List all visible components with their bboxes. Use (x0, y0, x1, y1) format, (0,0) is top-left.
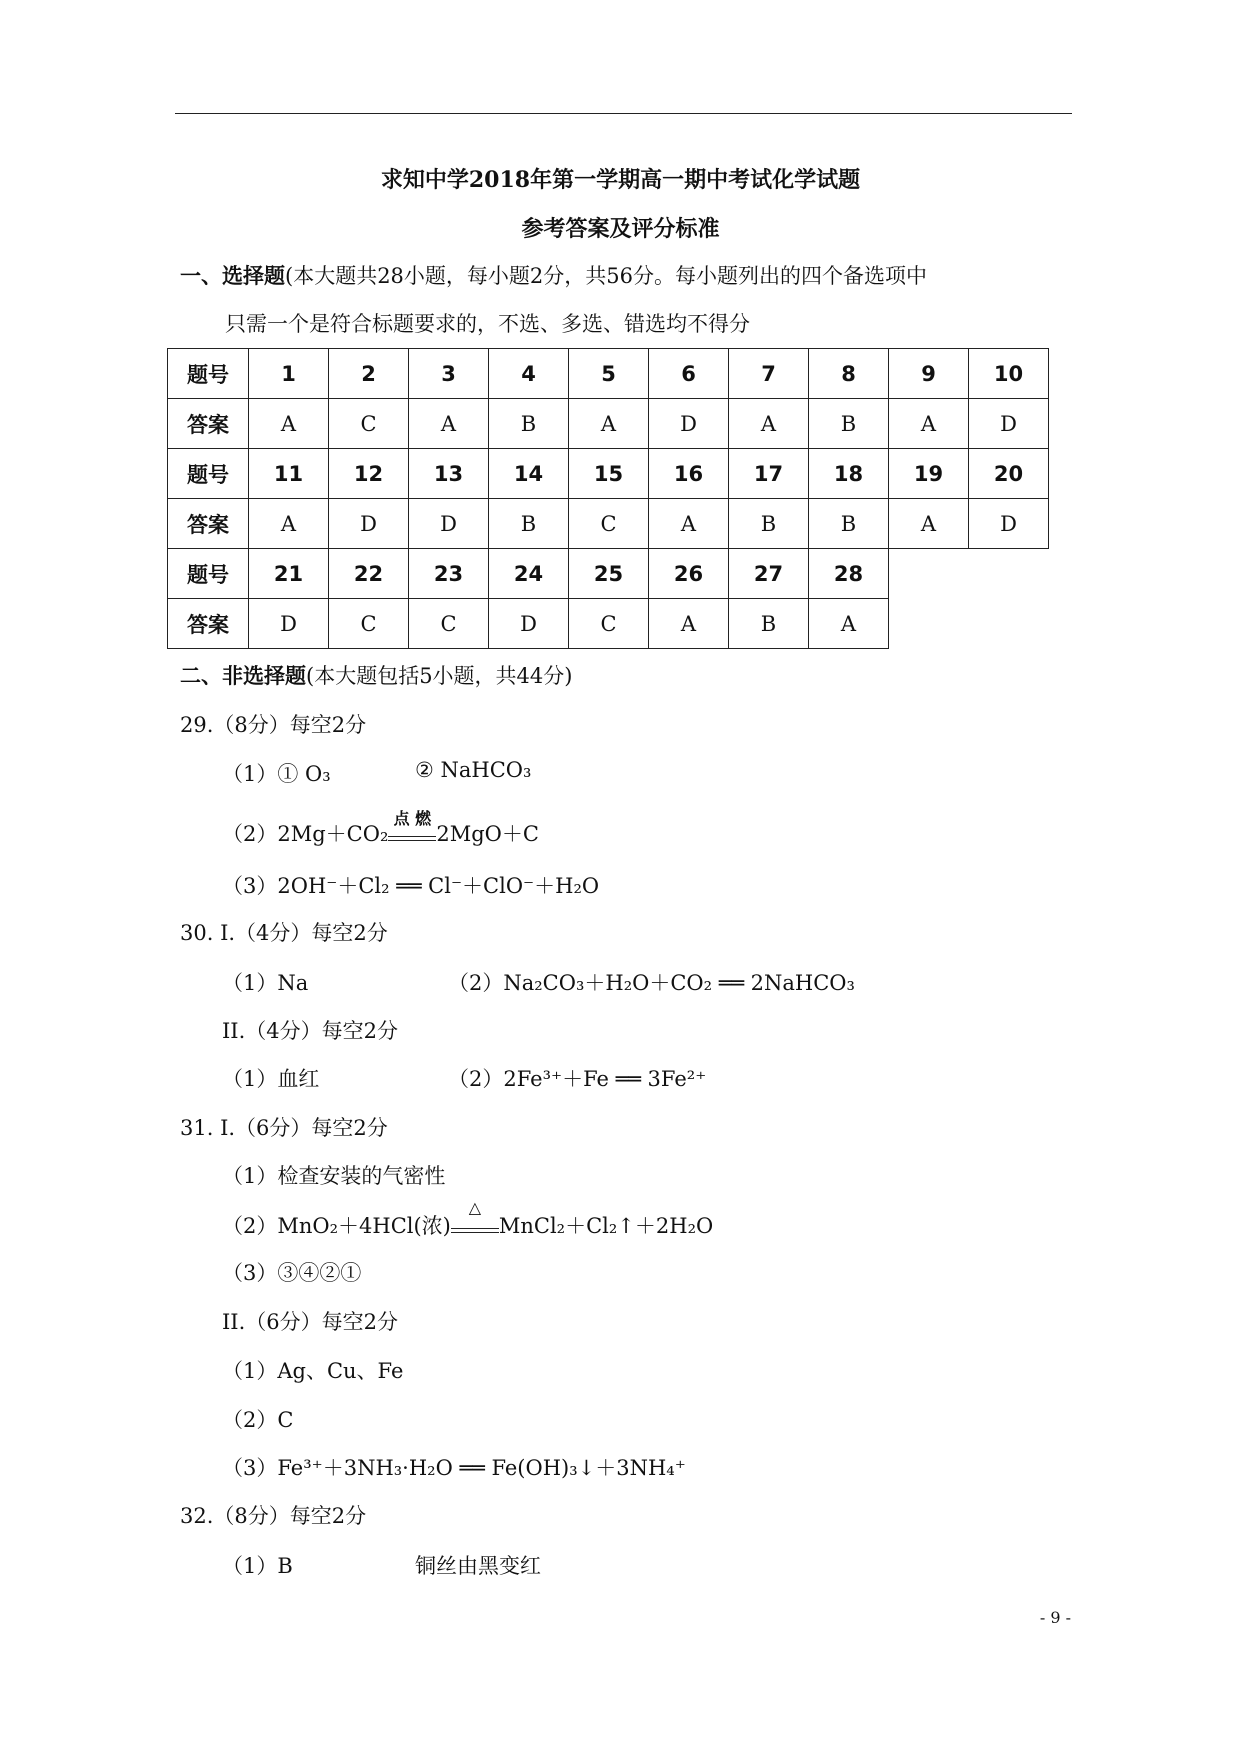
question-number-label: 题号 (168, 349, 249, 399)
q31-answer-2 (222, 1198, 714, 1240)
question-number-cell: 22 (329, 549, 409, 599)
answer-label: 答案 (168, 399, 249, 449)
question-number-cell: 23 (409, 549, 489, 599)
answer-cell: A (409, 399, 489, 449)
answer-cell: D (969, 399, 1049, 449)
question-number-cell: 7 (729, 349, 809, 399)
q31-answer-4: （1）Ag、Cu、Fe (222, 1359, 404, 1383)
question-number-cell: 19 (889, 449, 969, 499)
answer-row (168, 399, 1049, 449)
q30-heading-2: II.（4分）每空2分 (222, 1019, 398, 1043)
q29-eq2-left: （2）2Mg＋CO₂ (222, 822, 389, 846)
answer-cell: A (569, 399, 649, 449)
answer-cell: B (809, 499, 889, 549)
q30-answer-1b: （2）Na₂CO₃＋H₂O＋CO₂ ══ 2NaHCO₃ (448, 971, 855, 995)
question-number-cell: 11 (249, 449, 329, 499)
q31-eq2-left: （2）MnO₂＋4HCl(浓) (222, 1214, 451, 1238)
answer-table (167, 348, 1049, 649)
answer-cell: B (729, 599, 809, 649)
q31-heading-1: 31. I.（6分）每空2分 (180, 1116, 388, 1140)
question-number-cell: 13 (409, 449, 489, 499)
q31-heading-2: II.（6分）每空2分 (222, 1310, 398, 1334)
answer-cell: A (729, 399, 809, 449)
equals-sign-icon (388, 836, 436, 841)
answer-cell: D (409, 499, 489, 549)
section1-desc-2: 只需一个是符合标题要求的，不选、多选、错选均不得分 (225, 312, 750, 336)
q30-heading-1: 30. I.（4分）每空2分 (180, 921, 388, 945)
answer-cell: A (249, 499, 329, 549)
q31-eq2-right: MnCl₂＋Cl₂↑＋2H₂O (498, 1214, 714, 1238)
question-number-cell: 24 (489, 549, 569, 599)
reaction-condition (451, 1198, 499, 1233)
empty-cell (969, 599, 1049, 649)
question-number-cell: 26 (649, 549, 729, 599)
question-number-label: 题号 (168, 549, 249, 599)
answer-cell: D (649, 399, 729, 449)
question-number-cell: 4 (489, 349, 569, 399)
document-title: 求知中学2018年第一学期高一期中考试化学试题 (380, 167, 861, 193)
question-number-cell: 25 (569, 549, 649, 599)
answer-cell: D (329, 499, 409, 549)
reaction-condition (388, 809, 436, 841)
section2-intro (180, 660, 572, 690)
question-number-cell: 17 (729, 449, 809, 499)
answer-cell: C (569, 499, 649, 549)
question-number-row (168, 449, 1049, 499)
answer-cell: A (649, 499, 729, 549)
q29-heading: 29.（8分）每空2分 (180, 713, 367, 737)
q32-heading: 32.（8分）每空2分 (180, 1504, 367, 1528)
answer-cell: A (249, 399, 329, 449)
equals-sign-icon (451, 1228, 499, 1233)
answer-cell: C (409, 599, 489, 649)
answer-cell: A (889, 399, 969, 449)
question-number-cell: 8 (809, 349, 889, 399)
q29-answer-3: （3）2OH⁻＋Cl₂ ══ Cl⁻＋ClO⁻＋H₂O (222, 874, 600, 898)
q29-answer-1a: （1）① O₃ (222, 762, 331, 786)
answer-label: 答案 (168, 599, 249, 649)
question-number-cell: 12 (329, 449, 409, 499)
answer-cell: D (489, 599, 569, 649)
q31-answer-5: （2）C (222, 1408, 294, 1432)
q30-answer-2a: （1）血红 (222, 1067, 320, 1091)
empty-cell (889, 599, 969, 649)
question-number-cell: 20 (969, 449, 1049, 499)
section2-desc: (本大题包括5小题，共44分) (306, 664, 573, 688)
q29-eq2-right: 2MgO＋C (436, 822, 539, 846)
answer-row (168, 599, 1049, 649)
section1-intro (180, 260, 927, 290)
question-number-cell: 1 (249, 349, 329, 399)
answer-cell: A (809, 599, 889, 649)
answer-cell: C (329, 599, 409, 649)
question-number-cell: 6 (649, 349, 729, 399)
header-rule (175, 113, 1072, 114)
question-number-cell: 14 (489, 449, 569, 499)
q29-answer-2 (222, 809, 539, 848)
page-number: - 9 - (1039, 1608, 1071, 1627)
answer-label: 答案 (168, 499, 249, 549)
answer-cell: A (649, 599, 729, 649)
section1-heading: 一、选择题 (180, 263, 285, 288)
question-number-cell: 27 (729, 549, 809, 599)
answer-cell: B (729, 499, 809, 549)
section1-desc-1: (本大题共28小题，每小题2分，共56分。每小题列出的四个备选项中 (285, 264, 927, 288)
question-number-cell: 18 (809, 449, 889, 499)
q31-answer-1: （1）检查安装的气密性 (222, 1164, 446, 1188)
question-number-label: 题号 (168, 449, 249, 499)
question-number-cell: 10 (969, 349, 1049, 399)
reaction-condition-label: △ (468, 1198, 482, 1217)
question-number-cell: 3 (409, 349, 489, 399)
document-subtitle: 参考答案及评分标准 (521, 216, 720, 242)
q32-answer-1a: （1）B (222, 1554, 293, 1578)
question-number-row (168, 549, 1049, 599)
q31-answer-6: （3）Fe³⁺＋3NH₃·H₂O ══ Fe(OH)₃↓＋3NH₄⁺ (222, 1456, 686, 1480)
answer-cell: C (569, 599, 649, 649)
question-number-cell: 5 (569, 349, 649, 399)
q29-answer-1b: ② NaHCO₃ (415, 758, 532, 782)
answer-cell: B (489, 499, 569, 549)
q31-answer-3: （3）③④②① (222, 1261, 362, 1285)
answer-cell: B (489, 399, 569, 449)
empty-cell (889, 549, 969, 599)
answer-row (168, 499, 1049, 549)
q32-answer-1b: 铜丝由黑变红 (415, 1554, 541, 1578)
question-number-cell: 9 (889, 349, 969, 399)
question-number-cell: 2 (329, 349, 409, 399)
answer-cell: D (249, 599, 329, 649)
empty-cell (969, 549, 1049, 599)
section2-heading: 二、非选择题 (180, 663, 306, 688)
q30-answer-1a: （1）Na (222, 971, 309, 995)
answer-cell: B (809, 399, 889, 449)
answer-cell: D (969, 499, 1049, 549)
question-number-cell: 21 (249, 549, 329, 599)
question-number-cell: 16 (649, 449, 729, 499)
question-number-row (168, 349, 1049, 399)
answer-cell: A (889, 499, 969, 549)
answer-cell: C (329, 399, 409, 449)
q30-answer-2b: （2）2Fe³⁺＋Fe ══ 3Fe²⁺ (448, 1067, 707, 1091)
question-number-cell: 15 (569, 449, 649, 499)
reaction-condition-label: 点 燃 (393, 809, 432, 828)
question-number-cell: 28 (809, 549, 889, 599)
